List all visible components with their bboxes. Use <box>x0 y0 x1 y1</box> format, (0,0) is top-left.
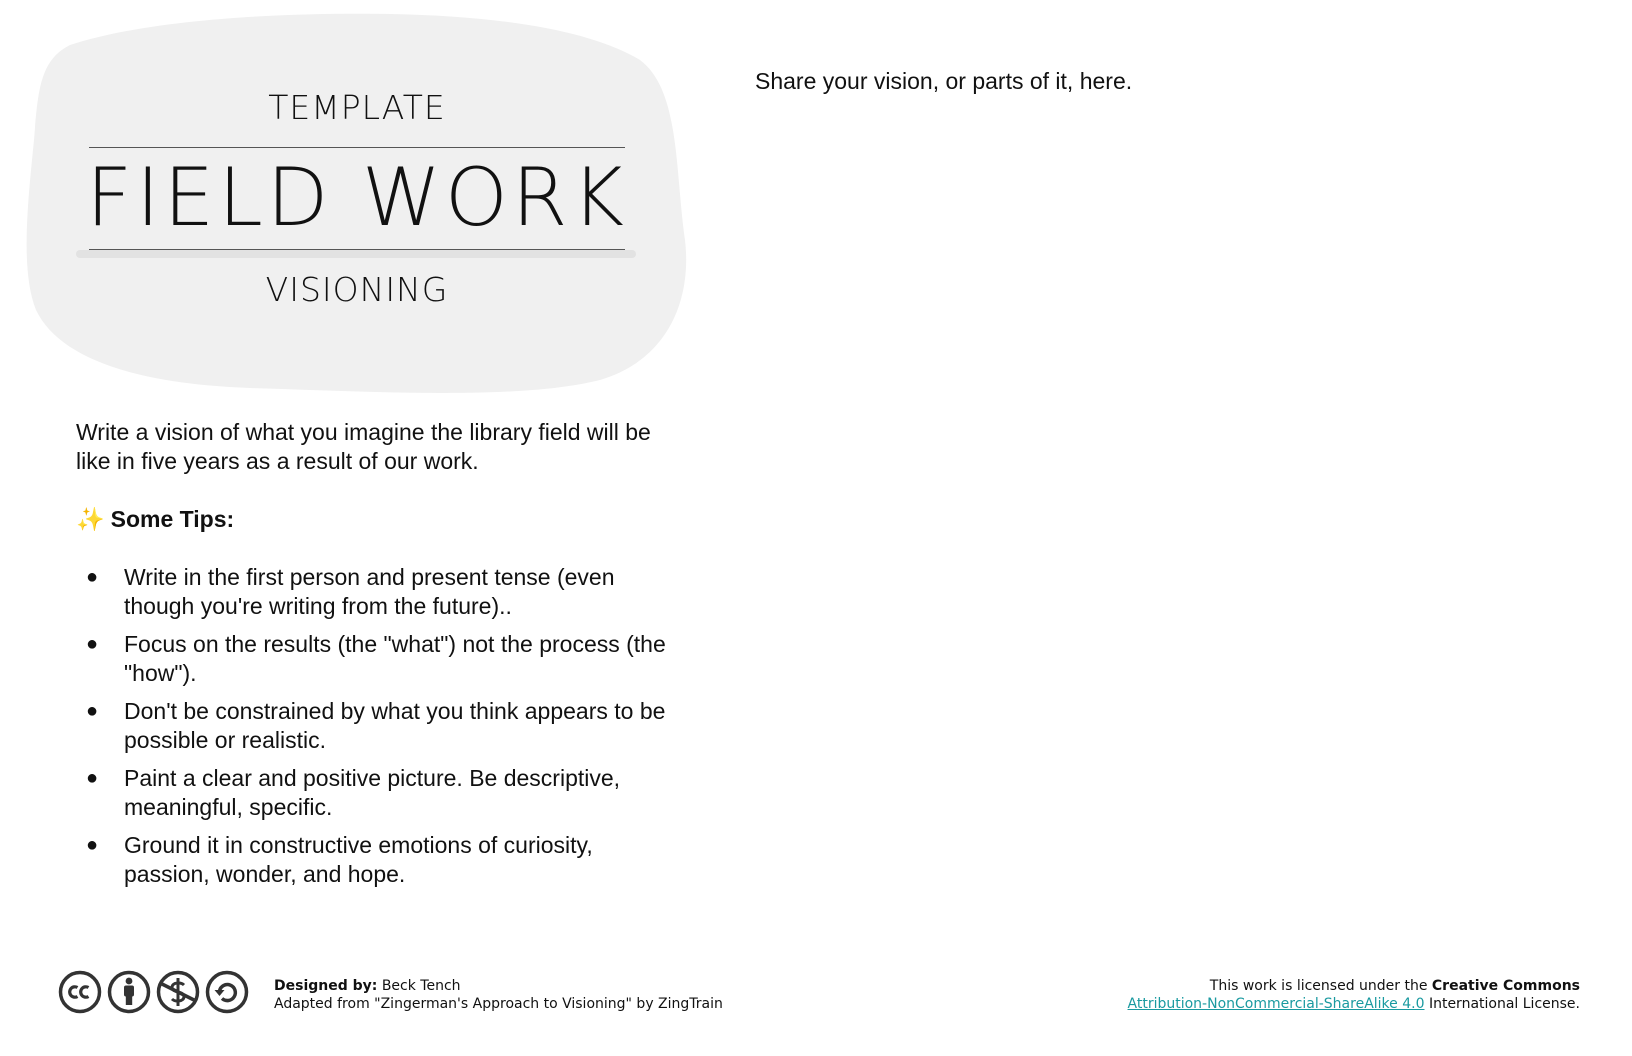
cc-license-icons <box>58 970 249 1016</box>
list-item-text: Ground it in constructive emotions of curiosity, passion, wonder, and hope. <box>124 832 593 887</box>
list-item-text: Paint a clear and positive picture. Be descriptive, meaningful, specific. <box>124 765 621 820</box>
share-vision-prompt[interactable]: Share your vision, or parts of it, here. <box>755 68 1133 94</box>
list-item <box>76 630 666 688</box>
license-notice <box>1128 977 1580 1013</box>
page-title: FIELD WORK <box>86 151 628 244</box>
cc-icon <box>58 970 102 1014</box>
list-item-text: Focus on the results (the "what") not the process (the "how"). <box>124 631 666 686</box>
list-item-text: Write in the first person and present tense (even though you're writing from the future).. <box>124 564 615 619</box>
sa-icon <box>205 970 249 1014</box>
sparkles-icon: ✨ <box>76 506 105 532</box>
bullet-icon: ● <box>86 566 99 588</box>
header-divider-bottom <box>89 249 625 250</box>
list-item-text: Don't be constrained by what you think appears to be possible or realistic. <box>124 698 666 753</box>
designed-by-label: Designed by: <box>274 978 378 994</box>
list-item <box>76 764 666 822</box>
license-bold: Creative Commons <box>1431 978 1580 994</box>
list-item <box>76 697 666 755</box>
adapted-from-line: Adapted from "Zingerman's Approach to Visioning" by ZingTrain <box>274 996 723 1012</box>
template-label: TEMPLATE <box>268 88 446 127</box>
tips-heading <box>76 505 234 534</box>
license-line-1 <box>1128 977 1580 995</box>
bullet-icon: ● <box>86 700 99 722</box>
list-item <box>76 563 666 621</box>
by-icon <box>107 970 151 1014</box>
license-line-2 <box>1128 995 1580 1013</box>
credits <box>274 977 723 1013</box>
list-item <box>76 831 666 889</box>
section-label: VISIONING <box>265 270 449 309</box>
tips-list <box>76 563 666 898</box>
bullet-icon: ● <box>86 767 99 789</box>
bullet-icon: ● <box>86 834 99 856</box>
nc-icon <box>156 970 200 1014</box>
tips-heading-label: Some Tips: <box>110 506 235 532</box>
license-link[interactable]: Attribution-NonCommercial-ShareAlike 4.0 <box>1127 996 1425 1012</box>
header-divider-top <box>89 147 625 148</box>
designer-name: Beck Tench <box>381 978 461 994</box>
intro-text: Write a vision of what you imagine the library field will be like in five years as a result of our work. <box>76 419 651 474</box>
designed-by-line <box>274 977 723 995</box>
license-suffix: International License. <box>1428 996 1580 1012</box>
license-prefix: This work is licensed under the <box>1209 978 1428 994</box>
bullet-icon: ● <box>86 633 99 655</box>
